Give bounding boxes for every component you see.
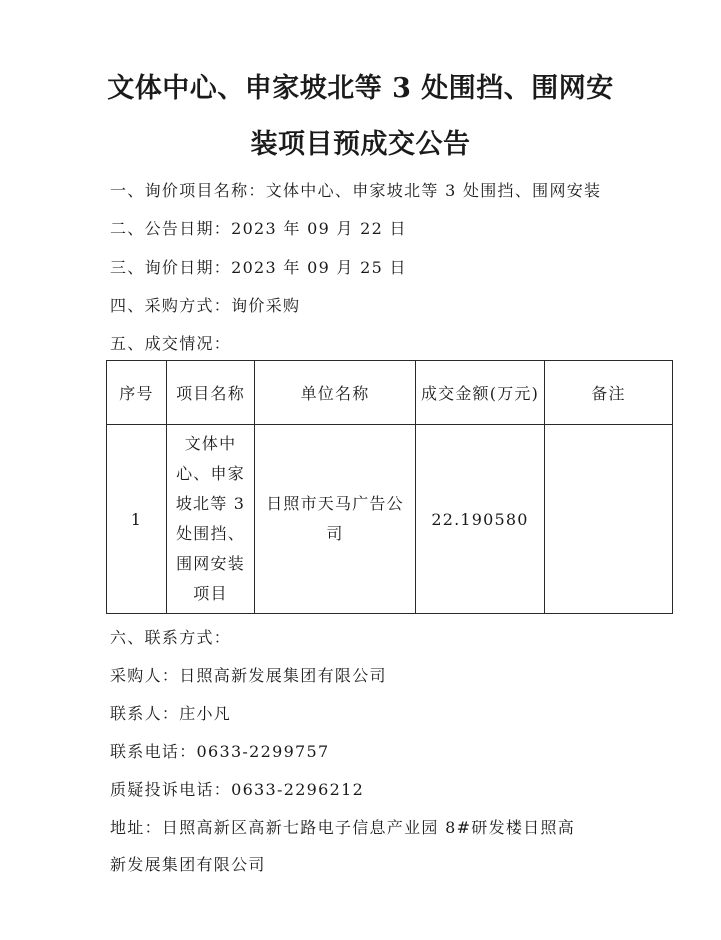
deal-heading: 五、成交情况： xyxy=(110,334,232,353)
contact-person-line: 联系人：庄小凡 xyxy=(110,704,232,723)
cell-company-name: 日照市天马广告公司 xyxy=(255,425,416,614)
table-header-row xyxy=(107,361,673,425)
header-project-name: 项目名称 xyxy=(167,361,255,425)
cell-remark xyxy=(545,425,673,614)
table-row xyxy=(107,425,673,614)
document-title-line-1: 文体中心、申家坡北等 3 处围挡、围网安 xyxy=(107,73,614,104)
header-remark: 备注 xyxy=(545,361,673,425)
address-line-1: 地址：日照高新区高新七路电子信息产业园 8#研发楼日照高 xyxy=(110,818,576,837)
buyer-line: 采购人：日照高新发展集团有限公司 xyxy=(110,666,387,685)
complaint-phone-line: 质疑投诉电话：0633-2296212 xyxy=(110,780,365,799)
cell-project-name: 文体中心、申家坡北等 3 处围挡、围网安装项目 xyxy=(167,425,255,614)
contact-heading: 六、联系方式： xyxy=(110,628,232,647)
cell-amount: 22.190580 xyxy=(416,425,545,614)
document-title-line-2: 装项目预成交公告 xyxy=(250,129,471,160)
header-amount: 成交金额(万元) xyxy=(416,361,545,425)
procurement-method-line: 四、采购方式：询价采购 xyxy=(110,296,301,315)
address-line-2: 新发展集团有限公司 xyxy=(110,855,266,874)
deal-table xyxy=(106,360,673,614)
header-no: 序号 xyxy=(107,361,167,425)
inquiry-date-line: 三、询价日期：2023 年 09 月 25 日 xyxy=(110,258,407,277)
project-name-line: 一、询价项目名称：文体中心、申家坡北等 3 处围挡、围网安装 xyxy=(110,181,602,200)
contact-phone-line: 联系电话：0633-2299757 xyxy=(110,742,330,761)
announce-date-line: 二、公告日期：2023 年 09 月 22 日 xyxy=(110,219,407,238)
header-company-name: 单位名称 xyxy=(255,361,416,425)
cell-no: 1 xyxy=(107,425,167,614)
